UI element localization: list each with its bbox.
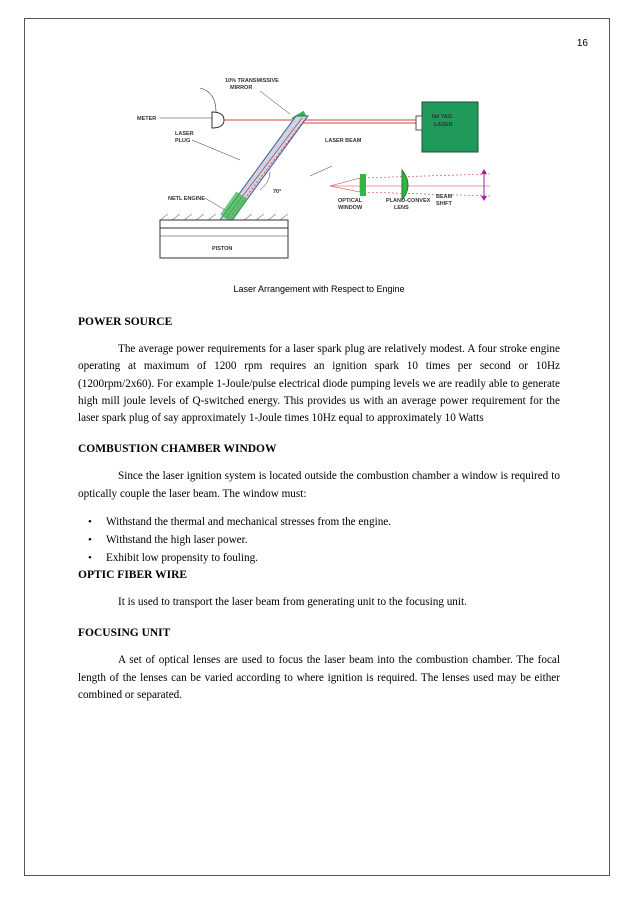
meter-label: METER [137, 116, 157, 122]
paragraph-combustion-chamber-window: Since the laser ignition system is located outside the combustion chamber a window is required to optically couple the laser beam. The window must: [78, 470, 560, 500]
page-number: 16 [576, 38, 588, 49]
plano-convex-lens [402, 170, 408, 200]
section-heading-combustion-chamber-window: COMBUSTION CHAMBER WINDOW [78, 443, 277, 456]
laser-label-2: LASER [434, 122, 453, 128]
laser-plug-label-2: PLUG [175, 138, 191, 144]
paragraph-power-source: The average power requirements for a laser spark plug are relatively modest. A four stroke engine operating at maximum of 1200 rpm requires an ignition spark 10 times per second or 10Hz (1200rpm/2x60). For example 1-Joule/pulse electrical diode pumping levels we are readily able to generate high mill joule levels of Q-switched energy. This provides us with an average power requirement for the laser spark plug of say approximately 1-Joule times 10Hz equal to approximately 10 Watts [78, 343, 560, 425]
optical-window-label-1: OPTICAL [338, 198, 363, 204]
paragraph-focusing-unit: A set of optical lenses are used to focus the laser beam into the combustion chamber. The focal length of the lenses can be varied according to where ignition is required. The lenses used may be either combined or separated. [78, 654, 560, 701]
optical-window-label-2: WINDOW [338, 205, 363, 211]
lens-label-1: PLANO-CONVEX [386, 198, 431, 204]
body-content [78, 314, 560, 704]
section-heading-focusing-unit: FOCUSING UNIT [78, 627, 171, 640]
list-item: • Exhibit low propensity to fouling. [106, 549, 560, 567]
figure-caption: Laser Arrangement with Respect to Engine [233, 284, 405, 294]
piston-label: PISTON [212, 246, 233, 252]
window-requirements-list [78, 513, 560, 567]
engine-label: NETL ENGINE [168, 196, 205, 202]
section-heading-power-source: POWER SOURCE [78, 316, 173, 328]
laser-plug-label-1: LASER [175, 131, 194, 137]
beam-shift-label-2: SHIFT [436, 201, 452, 207]
mirror-label-2: MIRROR [230, 85, 253, 91]
list-item: • Withstand the thermal and mechanical stresses from the engine. [106, 513, 560, 531]
optical-window [360, 174, 366, 196]
laser-arrangement-figure [120, 70, 520, 270]
paragraph-optic-fiber-wire: It is used to transport the laser beam from generating unit to the focusing unit. [118, 596, 467, 609]
lens-label-2: LENS [394, 205, 409, 211]
angle-label: 70° [273, 189, 282, 195]
mirror-label-1: 10% TRANSMISSIVE [225, 78, 279, 84]
list-item: • Withstand the high laser power. [106, 531, 560, 549]
laser-beam-label: LASER BEAM [325, 138, 362, 144]
laser-label-1: Nd YAG [432, 114, 453, 120]
section-heading-optic-fiber-wire: OPTIC FIBER WIRE [78, 569, 188, 582]
beam-shift-label-1: BEAM [436, 194, 453, 200]
